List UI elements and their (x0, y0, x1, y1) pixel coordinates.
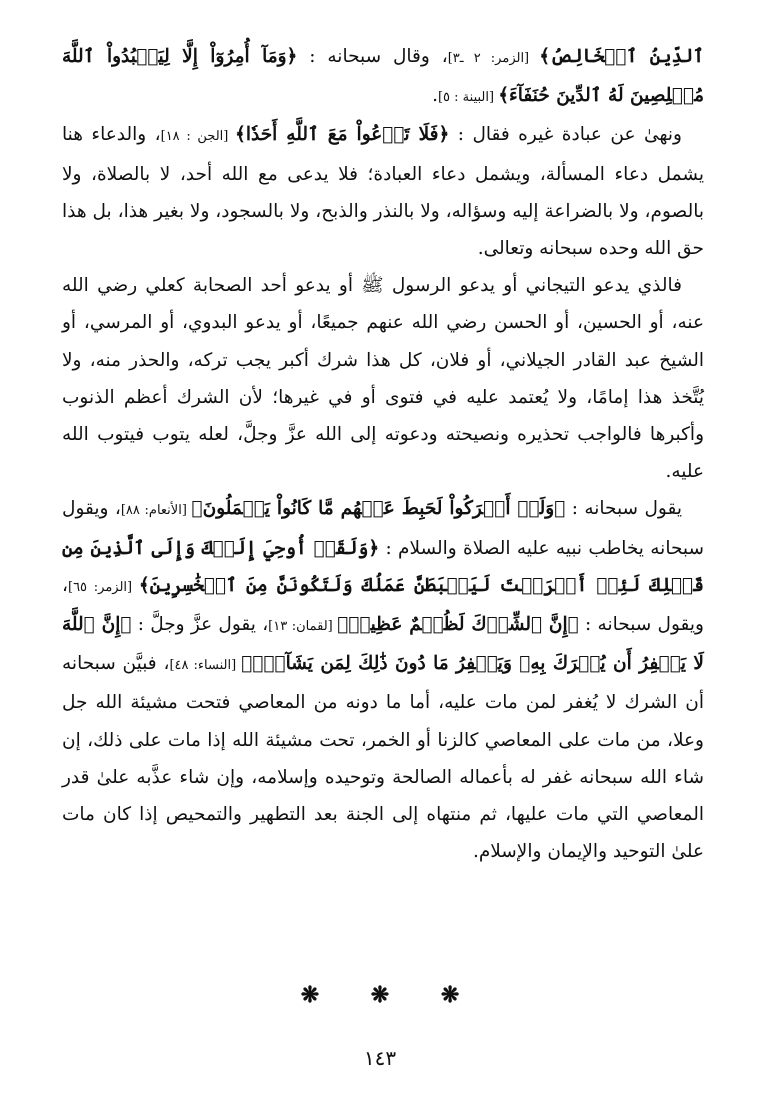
page-number: ١٤٣ (363, 1046, 397, 1070)
body-text: ، ويقول سبحانه : (62, 574, 704, 636)
quran-verse: ﴿وَلَوۡ أَشۡرَكُواْ لَحَبِطَ عَنۡهُم مَّا كَانُواْ يَعۡمَلُونَ﴾ (191, 498, 566, 520)
verse-reference: [الزمر: ٦٥] (67, 579, 139, 595)
verse-reference: [الأنعام: ٨٨] (120, 503, 192, 519)
body-text: ، وقال سبحانه : (297, 46, 448, 67)
paragraph-2 (62, 116, 704, 267)
body-text: ، والدعاء هنا يشمل دعاء المسألة، ويشمل دعاء العبادة؛ فلا يدعى مع الله أحد، لا بالصلاة، ولا بالصوم، ولا بالضراعة إليه وسؤاله، ولا بالنذر والذبح، ولا بالسجود، ولا بغير هذا، بل هذا حق الله وحده سبحانه وتعالى. (62, 124, 704, 260)
paragraph-3 (62, 267, 704, 490)
body-text: ، يقول عزَّ وجلَّ : (131, 614, 269, 636)
verse-reference: [لقمان: ١٣] (268, 619, 338, 635)
quran-verse: ﴿وَمَآ أُمِرُوٓاْ إِلَّا لِيَعۡبُدُواْ ٱللَّهَ مُخۡلِصِينَ لَهُ ٱلدِّينَ حُنَفَآءَ﴾ (62, 46, 704, 107)
quran-verse: ﴿فَلَا تَدۡعُواْ مَعَ ٱللَّهِ أَحَدٗا﴾ (235, 124, 450, 146)
body-text: ونهىٰ عن عبادة غيره فقال : (449, 124, 682, 146)
body-text: ، ويقول سبحانه يخاطب نبيه عليه الصلاة والسلام : (62, 498, 704, 559)
paragraph-1 (62, 38, 704, 116)
verse-reference: [الزمر: ٢ ـ٣] (447, 51, 540, 66)
quran-verse: ﴿وَلَقَدۡ أُوحِيَ إِلَيۡكَ وَإِلَى ٱلَّذِينَ مِن قَبۡلِكَ لَئِنۡ أَشۡرَكۡتَ لَيَحۡبَطَنَّ عَمَلُكَ وَلَتَكُونَنَّ مِنَ ٱلۡخَٰسِرِينَ﴾ (62, 537, 704, 596)
quran-verse: ﴿إِنَّ ٱللَّهَ لَا يَغۡفِرُ أَن يُشۡرَكَ بِهِۦ وَيَغۡفِرُ مَا دُونَ ذَٰلِكَ لِمَن يَشَآءُۚ﴾ (62, 614, 704, 675)
page-body (62, 38, 704, 870)
body-text: ، فبيَّن سبحانه أن الشرك لا يُغفر لمن مات عليه، أما ما دونه من المعاصي فتحت مشيئة الله جل وعلا، من مات على المعاصي كالزنا أو الخمر، تحت مشيئة الله إذا مات على ذلك، إن شاء الله سبحانه غفر له بأعماله الصالحة وتوحيده وإسلامه، وإن شاء عذَّبه علىٰ قدر المعاصي التي مات عليها، ثم منتهاه إلى الجنة بعد التطهير والتمحيص إذا كان مات علىٰ التوحيد والإيمان والإسلام. (62, 653, 704, 863)
verse-reference: [الجن : ١٨] (160, 129, 236, 145)
quran-verse: ﴿إِنَّ ٱلشِّرۡكَ لَظُلۡمٌ عَظِيمٞ﴾ (337, 614, 579, 636)
verse-reference: [البينة : ٥] (437, 90, 499, 106)
body-text: فالذي يدعو التيجاني أو يدعو الرسول ﷺ أو يدعو أحد الصحابة كعلي رضي الله عنه، أو الحسين، أو الحسن رضي الله عنهم جميعًا، أو يدعو البدوي، أو المرسي، أو الشيخ عبد القادر الجيلاني، أو فلان، كل هذا شرك أكبر يجب تركه، والحذر منه، ولا يُتَّخذ هذا إمامًا، ولا يُعتمد عليه في فتوى أو في غيرها؛ لأن الشرك أعظم الذنوب وأكبرها فالواجب تحذيره ونصيحته ودعوته إلى الله عزَّ وجلَّ، لعله يتوب فيتوب الله عليه. (62, 275, 704, 483)
quran-verse: ٱلدِّينُ ٱلۡخَالِصُ﴾ (539, 46, 704, 67)
body-text: . (432, 85, 438, 107)
paragraph-4 (62, 490, 704, 870)
body-text: يقول سبحانه : (565, 498, 682, 520)
section-separator: ❋ ❋ ❋ (300, 982, 460, 1008)
verse-reference: [النساء: ٤٨] (169, 658, 242, 674)
